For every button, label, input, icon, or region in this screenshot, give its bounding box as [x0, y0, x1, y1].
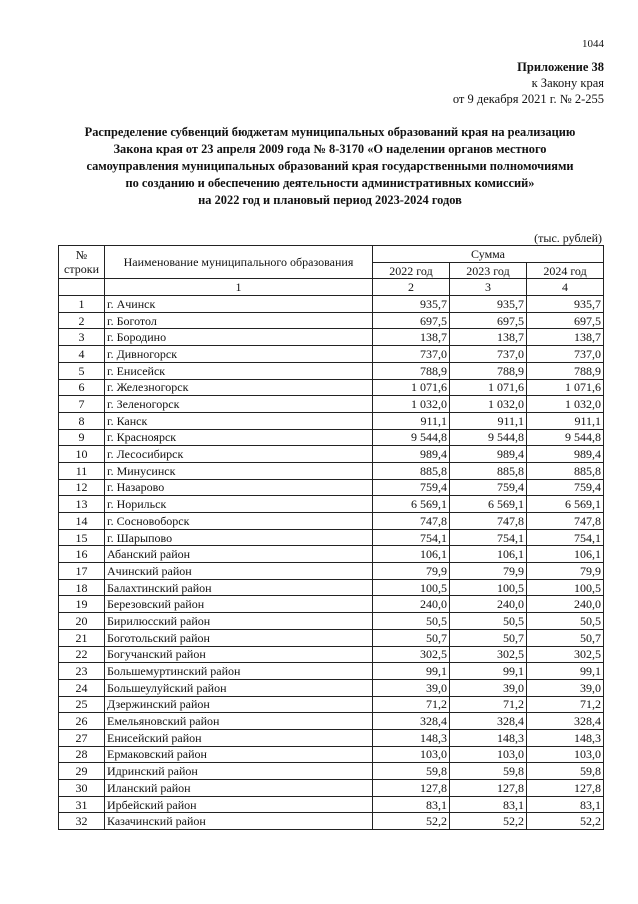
amount-2023-cell: 83,1 — [450, 796, 527, 813]
amount-2023-cell: 328,4 — [450, 713, 527, 730]
table-row — [59, 379, 604, 396]
unit-label: (тыс. рублей) — [534, 231, 602, 245]
row-number-cell: 19 — [59, 596, 105, 613]
amount-2022-cell: 52,2 — [373, 813, 450, 830]
amount-2024-cell: 747,8 — [527, 513, 604, 530]
title-line: Распределение субвенций бюджетам муниципальных образований края на реализацию — [84, 125, 576, 139]
row-number-cell: 6 — [59, 379, 105, 396]
table-row — [59, 696, 604, 713]
table-row — [59, 362, 604, 379]
row-number-cell: 21 — [59, 629, 105, 646]
column-index-cell: 3 — [450, 279, 527, 296]
row-number-cell: 11 — [59, 462, 105, 479]
table-row — [59, 529, 604, 546]
amount-2024-cell: 50,5 — [527, 613, 604, 630]
appendix-law-ref: к Закону края — [531, 76, 604, 90]
amount-2023-cell: 737,0 — [450, 346, 527, 363]
row-number-cell: 14 — [59, 513, 105, 530]
table-row — [59, 713, 604, 730]
amount-2024-cell: 59,8 — [527, 763, 604, 780]
municipality-name-cell: Бирилюсский район — [105, 613, 373, 630]
amount-2022-cell: 240,0 — [373, 596, 450, 613]
title-line: на 2022 год и плановый период 2023-2024 годов — [198, 193, 462, 207]
header-municipality-name: Наименование муниципального образования — [105, 246, 373, 279]
amount-2023-cell: 50,5 — [450, 613, 527, 630]
municipality-name-cell: Балахтинский район — [105, 579, 373, 596]
amount-2023-cell: 59,8 — [450, 763, 527, 780]
row-number-cell: 27 — [59, 729, 105, 746]
amount-2022-cell: 103,0 — [373, 746, 450, 763]
table-row — [59, 412, 604, 429]
column-index-cell: 1 — [105, 279, 373, 296]
amount-2024-cell: 9 544,8 — [527, 429, 604, 446]
amount-2023-cell: 9 544,8 — [450, 429, 527, 446]
row-number-cell: 9 — [59, 429, 105, 446]
row-number-cell: 12 — [59, 479, 105, 496]
amount-2023-cell: 52,2 — [450, 813, 527, 830]
title-line: по созданию и обеспечению деятельности административных комиссий» — [125, 176, 535, 190]
amount-2024-cell: 989,4 — [527, 446, 604, 463]
amount-2022-cell: 39,0 — [373, 679, 450, 696]
amount-2023-cell: 99,1 — [450, 663, 527, 680]
amount-2023-cell: 50,7 — [450, 629, 527, 646]
amount-2023-cell: 302,5 — [450, 646, 527, 663]
table-row — [59, 579, 604, 596]
amount-2024-cell: 935,7 — [527, 296, 604, 313]
row-number-cell: 1 — [59, 296, 105, 313]
amount-2023-cell: 100,5 — [450, 579, 527, 596]
title-line: самоуправления муниципальных образований края государственными полномочиями — [86, 159, 574, 173]
amount-2024-cell: 52,2 — [527, 813, 604, 830]
table-row — [59, 329, 604, 346]
table-row — [59, 346, 604, 363]
amount-2022-cell: 302,5 — [373, 646, 450, 663]
municipality-name-cell: г. Ачинск — [105, 296, 373, 313]
municipality-name-cell: Богучанский район — [105, 646, 373, 663]
municipality-name-cell: г. Железногорск — [105, 379, 373, 396]
amount-2022-cell: 754,1 — [373, 529, 450, 546]
municipality-name-cell: Боготольский район — [105, 629, 373, 646]
municipality-name-cell: Дзержинский район — [105, 696, 373, 713]
table-row — [59, 312, 604, 329]
column-index-cell — [59, 279, 105, 296]
amount-2023-cell: 1 071,6 — [450, 379, 527, 396]
amount-2023-cell: 911,1 — [450, 412, 527, 429]
amount-2022-cell: 885,8 — [373, 462, 450, 479]
amount-2022-cell: 79,9 — [373, 563, 450, 580]
amount-2023-cell: 240,0 — [450, 596, 527, 613]
header-row-number: № строки — [59, 246, 105, 279]
amount-2022-cell: 99,1 — [373, 663, 450, 680]
amount-2022-cell: 697,5 — [373, 312, 450, 329]
amount-2022-cell: 50,7 — [373, 629, 450, 646]
amount-2023-cell: 39,0 — [450, 679, 527, 696]
table-row — [59, 429, 604, 446]
amount-2024-cell: 106,1 — [527, 546, 604, 563]
amount-2024-cell: 697,5 — [527, 312, 604, 329]
amount-2023-cell: 788,9 — [450, 362, 527, 379]
table-row — [59, 729, 604, 746]
municipality-name-cell: г. Назарово — [105, 479, 373, 496]
amount-2022-cell: 759,4 — [373, 479, 450, 496]
row-number-cell: 5 — [59, 362, 105, 379]
header-sum: Сумма — [373, 246, 604, 263]
table-row — [59, 796, 604, 813]
amount-2024-cell: 83,1 — [527, 796, 604, 813]
row-number-cell: 15 — [59, 529, 105, 546]
table-row — [59, 462, 604, 479]
table-row — [59, 513, 604, 530]
header-year-2023: 2023 год — [450, 262, 527, 279]
row-number-cell: 4 — [59, 346, 105, 363]
municipality-name-cell: Иланский район — [105, 780, 373, 797]
row-number-cell: 32 — [59, 813, 105, 830]
row-number-cell: 23 — [59, 663, 105, 680]
row-number-cell: 8 — [59, 412, 105, 429]
row-number-cell: 25 — [59, 696, 105, 713]
amount-2023-cell: 103,0 — [450, 746, 527, 763]
row-number-cell: 18 — [59, 579, 105, 596]
amount-2023-cell: 127,8 — [450, 780, 527, 797]
appendix-block — [453, 59, 604, 107]
table-row — [59, 763, 604, 780]
amount-2024-cell: 6 569,1 — [527, 496, 604, 513]
amount-2023-cell: 148,3 — [450, 729, 527, 746]
row-number-cell: 30 — [59, 780, 105, 797]
amount-2022-cell: 148,3 — [373, 729, 450, 746]
row-number-cell: 2 — [59, 312, 105, 329]
amount-2023-cell: 935,7 — [450, 296, 527, 313]
municipality-name-cell: г. Красноярск — [105, 429, 373, 446]
municipality-name-cell: Казачинский район — [105, 813, 373, 830]
amount-2023-cell: 106,1 — [450, 546, 527, 563]
table-row — [59, 563, 604, 580]
amount-2022-cell: 328,4 — [373, 713, 450, 730]
table-row — [59, 496, 604, 513]
appendix-law-date: от 9 декабря 2021 г. № 2-255 — [452, 92, 604, 106]
table-row — [59, 746, 604, 763]
table-row — [59, 396, 604, 413]
amount-2022-cell: 1 071,6 — [373, 379, 450, 396]
amount-2022-cell: 737,0 — [373, 346, 450, 363]
table-row — [59, 646, 604, 663]
amount-2024-cell: 885,8 — [527, 462, 604, 479]
row-number-cell: 3 — [59, 329, 105, 346]
table-row — [59, 596, 604, 613]
amount-2022-cell: 989,4 — [373, 446, 450, 463]
amount-2024-cell: 138,7 — [527, 329, 604, 346]
amount-2023-cell: 71,2 — [450, 696, 527, 713]
amount-2023-cell: 697,5 — [450, 312, 527, 329]
table-row — [59, 446, 604, 463]
municipality-name-cell: Большеулуйский район — [105, 679, 373, 696]
amount-2024-cell: 737,0 — [527, 346, 604, 363]
amount-2024-cell: 1 032,0 — [527, 396, 604, 413]
amount-2024-cell: 328,4 — [527, 713, 604, 730]
municipality-name-cell: Идринский район — [105, 763, 373, 780]
row-number-cell: 31 — [59, 796, 105, 813]
municipality-name-cell: г. Лесосибирск — [105, 446, 373, 463]
table-row — [59, 663, 604, 680]
appendix-title: Приложение 38 — [517, 60, 604, 74]
amount-2024-cell: 103,0 — [527, 746, 604, 763]
amount-2024-cell: 240,0 — [527, 596, 604, 613]
municipality-name-cell: Абанский район — [105, 546, 373, 563]
amount-2022-cell: 9 544,8 — [373, 429, 450, 446]
amount-2023-cell: 1 032,0 — [450, 396, 527, 413]
row-number-cell: 24 — [59, 679, 105, 696]
amount-2023-cell: 989,4 — [450, 446, 527, 463]
amount-2024-cell: 754,1 — [527, 529, 604, 546]
header-year-2022: 2022 год — [373, 262, 450, 279]
amount-2022-cell: 935,7 — [373, 296, 450, 313]
table-row — [59, 629, 604, 646]
amount-2024-cell: 911,1 — [527, 412, 604, 429]
amount-2022-cell: 127,8 — [373, 780, 450, 797]
municipality-name-cell: Ирбейский район — [105, 796, 373, 813]
municipality-name-cell: г. Канск — [105, 412, 373, 429]
table-row — [59, 780, 604, 797]
table-row — [59, 479, 604, 496]
row-number-cell: 13 — [59, 496, 105, 513]
amount-2022-cell: 71,2 — [373, 696, 450, 713]
table-body — [59, 296, 604, 830]
subvention-table — [58, 245, 604, 830]
amount-2023-cell: 138,7 — [450, 329, 527, 346]
amount-2024-cell: 79,9 — [527, 563, 604, 580]
row-number-cell: 22 — [59, 646, 105, 663]
municipality-name-cell: Енисейский район — [105, 729, 373, 746]
amount-2022-cell: 1 032,0 — [373, 396, 450, 413]
amount-2024-cell: 127,8 — [527, 780, 604, 797]
municipality-name-cell: г. Сосновоборск — [105, 513, 373, 530]
row-number-cell: 29 — [59, 763, 105, 780]
amount-2024-cell: 71,2 — [527, 696, 604, 713]
municipality-name-cell: г. Зеленогорск — [105, 396, 373, 413]
amount-2022-cell: 911,1 — [373, 412, 450, 429]
municipality-name-cell: Емельяновский район — [105, 713, 373, 730]
amount-2022-cell: 138,7 — [373, 329, 450, 346]
amount-2022-cell: 100,5 — [373, 579, 450, 596]
municipality-name-cell: Березовский район — [105, 596, 373, 613]
amount-2023-cell: 759,4 — [450, 479, 527, 496]
row-number-cell: 28 — [59, 746, 105, 763]
column-index-cell: 2 — [373, 279, 450, 296]
amount-2023-cell: 747,8 — [450, 513, 527, 530]
amount-2022-cell: 747,8 — [373, 513, 450, 530]
row-number-cell: 7 — [59, 396, 105, 413]
row-number-cell: 17 — [59, 563, 105, 580]
municipality-name-cell: г. Енисейск — [105, 362, 373, 379]
municipality-name-cell: Ачинский район — [105, 563, 373, 580]
amount-2023-cell: 79,9 — [450, 563, 527, 580]
row-number-cell: 20 — [59, 613, 105, 630]
table-row — [59, 679, 604, 696]
amount-2024-cell: 100,5 — [527, 579, 604, 596]
municipality-name-cell: Большемуртинский район — [105, 663, 373, 680]
row-number-cell: 26 — [59, 713, 105, 730]
amount-2024-cell: 148,3 — [527, 729, 604, 746]
row-number-cell: 16 — [59, 546, 105, 563]
municipality-name-cell: г. Шарыпово — [105, 529, 373, 546]
title-line: Закона края от 23 апреля 2009 года № 8-3170 «О наделении органов местного — [113, 142, 547, 156]
amount-2024-cell: 39,0 — [527, 679, 604, 696]
table-row — [59, 546, 604, 563]
amount-2024-cell: 50,7 — [527, 629, 604, 646]
amount-2023-cell: 885,8 — [450, 462, 527, 479]
amount-2022-cell: 106,1 — [373, 546, 450, 563]
amount-2023-cell: 6 569,1 — [450, 496, 527, 513]
row-number-cell: 10 — [59, 446, 105, 463]
amount-2022-cell: 59,8 — [373, 763, 450, 780]
municipality-name-cell: г. Минусинск — [105, 462, 373, 479]
amount-2022-cell: 50,5 — [373, 613, 450, 630]
amount-2022-cell: 6 569,1 — [373, 496, 450, 513]
municipality-name-cell: г. Бородино — [105, 329, 373, 346]
amount-2022-cell: 83,1 — [373, 796, 450, 813]
table-row — [59, 296, 604, 313]
amount-2024-cell: 302,5 — [527, 646, 604, 663]
header-year-2024: 2024 год — [527, 262, 604, 279]
amount-2023-cell: 754,1 — [450, 529, 527, 546]
page-number: 1044 — [582, 38, 604, 50]
municipality-name-cell: г. Норильск — [105, 496, 373, 513]
amount-2024-cell: 759,4 — [527, 479, 604, 496]
column-index-cell: 4 — [527, 279, 604, 296]
amount-2024-cell: 788,9 — [527, 362, 604, 379]
amount-2022-cell: 788,9 — [373, 362, 450, 379]
table-row — [59, 813, 604, 830]
amount-2024-cell: 99,1 — [527, 663, 604, 680]
municipality-name-cell: г. Дивногорск — [105, 346, 373, 363]
municipality-name-cell: г. Боготол — [105, 312, 373, 329]
document-title — [60, 124, 600, 209]
amount-2024-cell: 1 071,6 — [527, 379, 604, 396]
table-row — [59, 613, 604, 630]
municipality-name-cell: Ермаковский район — [105, 746, 373, 763]
